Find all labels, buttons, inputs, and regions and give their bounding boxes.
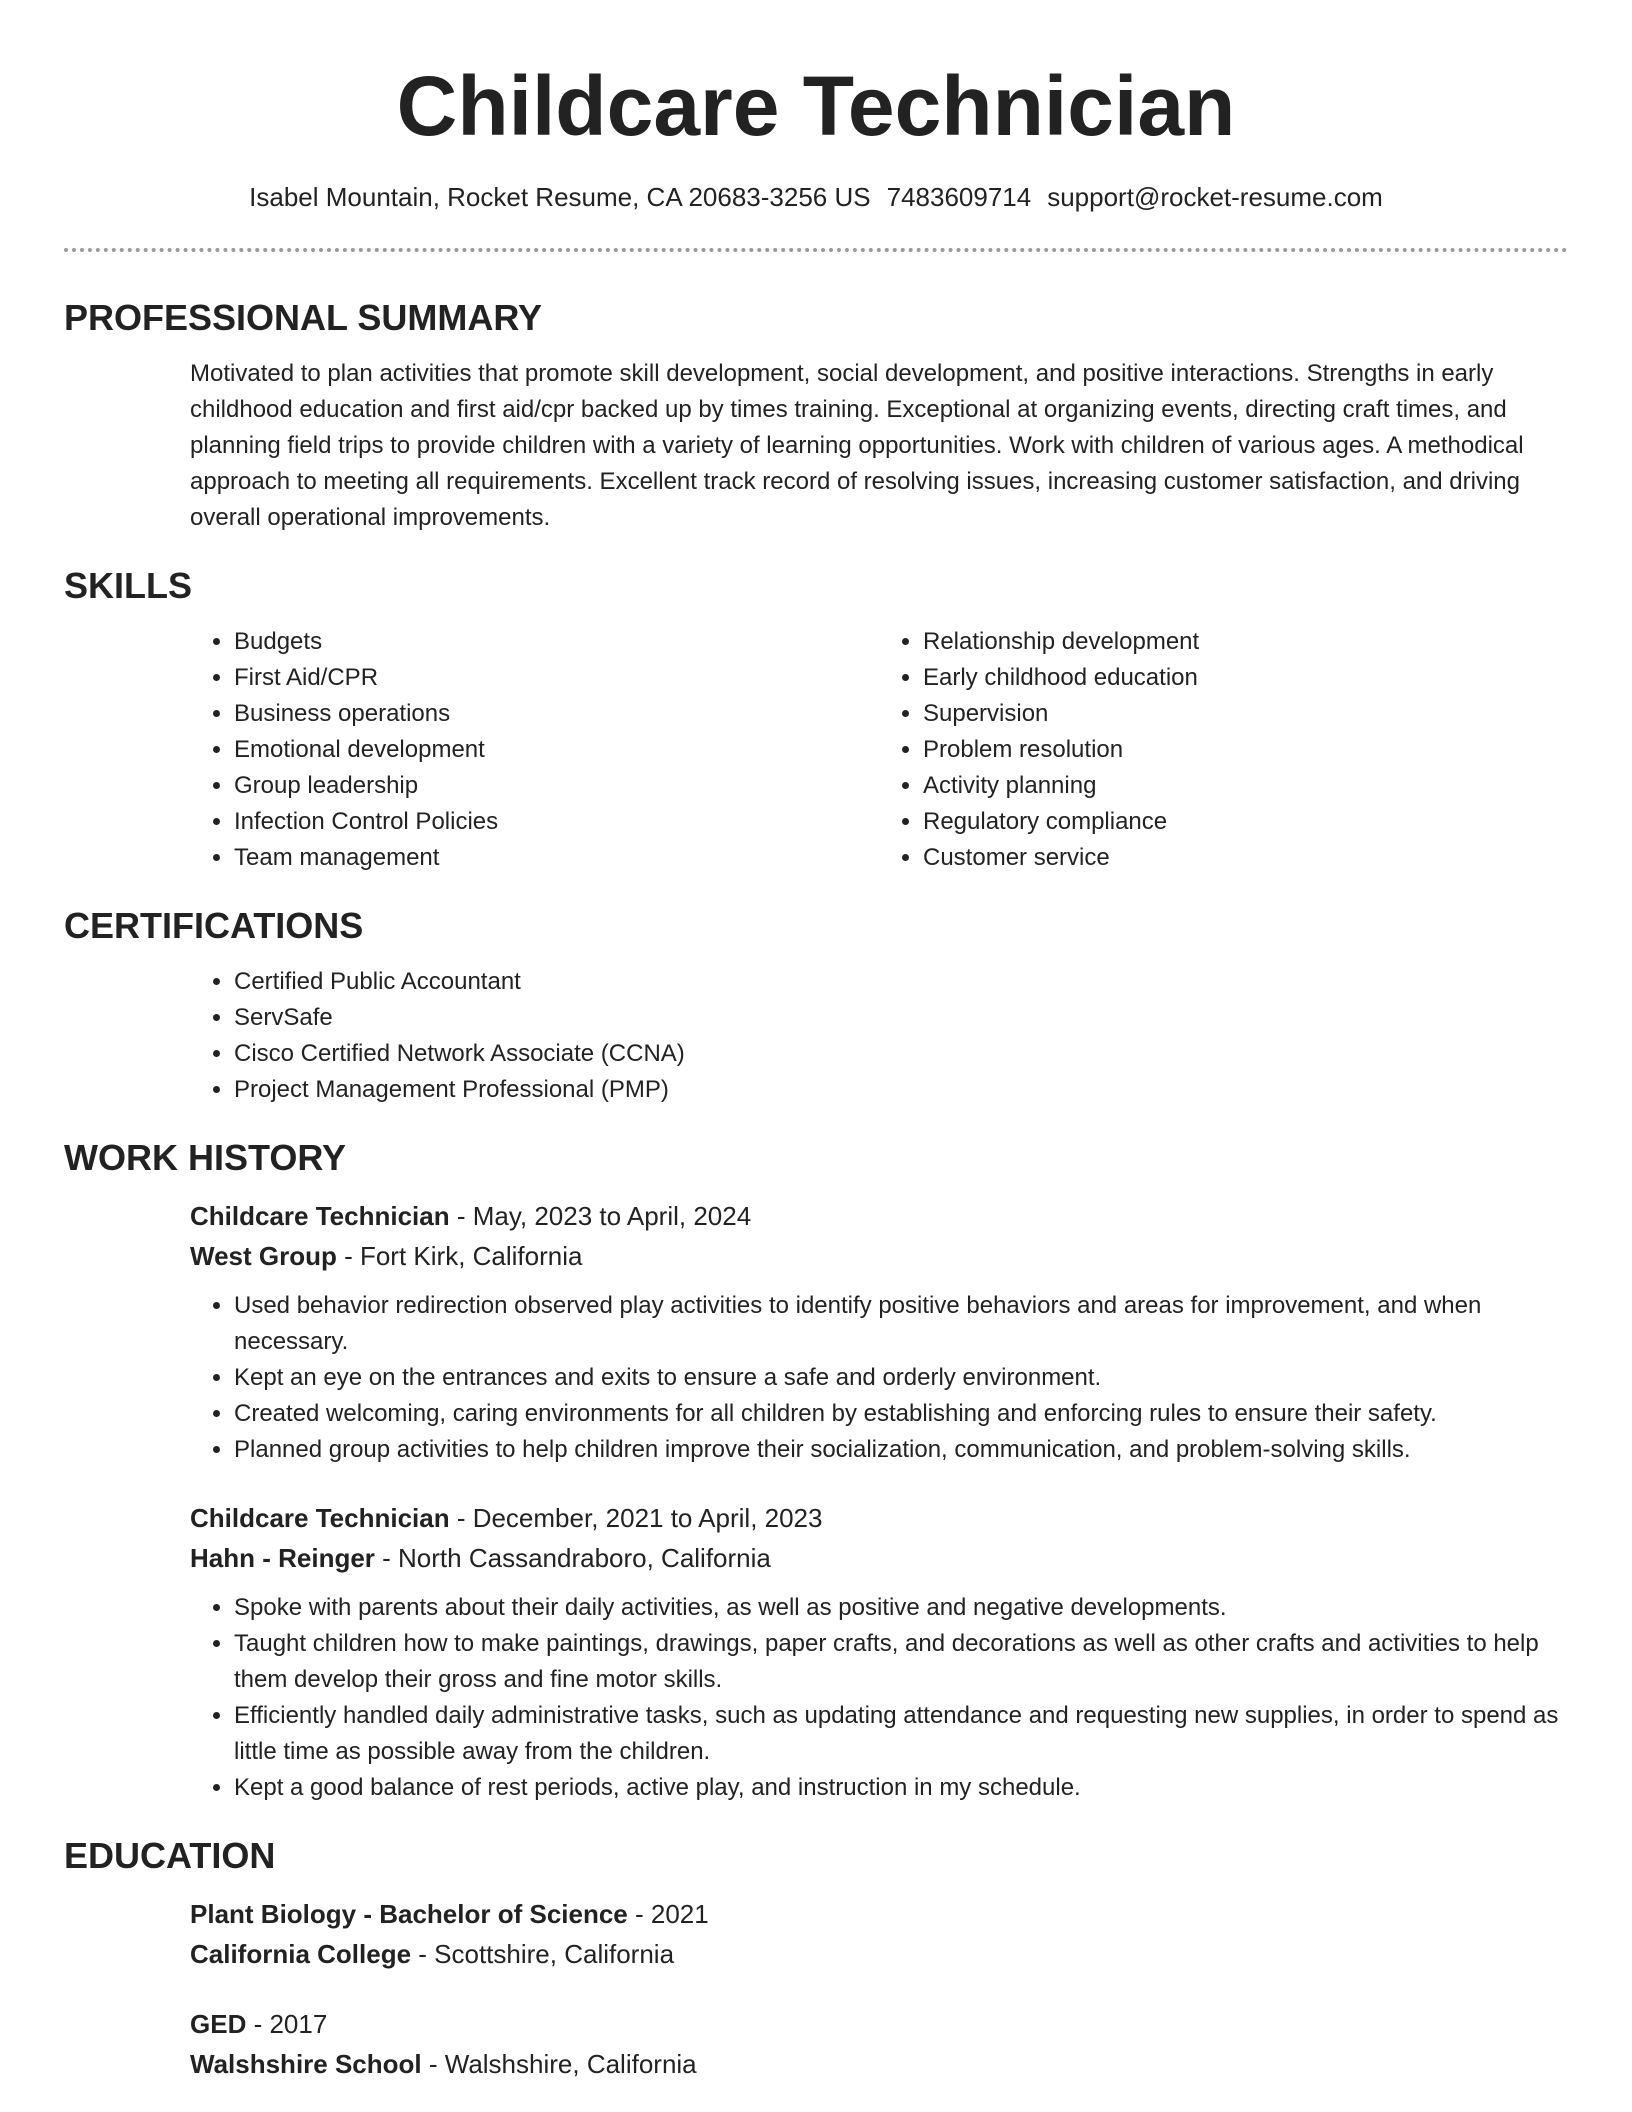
contact-address: Isabel Mountain, Rocket Resume, CA 20683-3256 US [249,182,871,212]
skills-grid [190,624,1568,876]
skill-item: • Supervision [923,696,1568,732]
skills-list-left [190,624,879,876]
job-title-line [190,1498,1568,1538]
job-bullet: • Spoke with parents about their daily activities, as well as positive and negative developments. [234,1590,1568,1626]
summary-heading: PROFESSIONAL SUMMARY [64,297,543,338]
education-school-line [190,1934,1568,1974]
certification-item: • Project Management Professional (PMP) [234,1072,1568,1108]
job-location: - Fort Kirk, California [336,1241,583,1271]
education-heading: EDUCATION [64,1835,276,1876]
skill-item: • Problem resolution [923,732,1568,768]
certification-item: • ServSafe [234,1000,1568,1036]
job-title: Childcare Technician [190,1503,450,1533]
certifications-body [190,964,1568,1108]
education-location: - Walshshire, California [421,2049,697,2079]
summary-section [64,296,1568,536]
job-location: - North Cassandraboro, California [374,1543,771,1573]
job-bullet: • Used behavior redirection observed play activities to identify positive behaviors and areas for improvement, and when necessary. [234,1288,1568,1360]
job-bullet: • Efficiently handled daily administrative tasks, such as updating attendance and requesting new supplies, in order to spend as little time as possible away from the children. [234,1698,1568,1770]
education-location: - Scottshire, California [411,1939,675,1969]
work-history-section [64,1136,1568,1806]
job-entry [190,1498,1568,1806]
job-company: Hahn - Reinger [190,1543,375,1573]
skill-item: • Infection Control Policies [234,804,879,840]
job-dates: - May, 2023 to April, 2024 [449,1201,752,1231]
job-bullet: • Planned group activities to help children improve their socialization, communication, and problem-solving skills. [234,1432,1568,1468]
certification-item: • Certified Public Accountant [234,964,1568,1000]
certification-item: • Cisco Certified Network Associate (CCNA) [234,1036,1568,1072]
job-company: West Group [190,1241,337,1271]
education-degree: Plant Biology - Bachelor of Science [190,1899,628,1929]
skill-item: • Activity planning [923,768,1568,804]
job-bullets [190,1590,1568,1806]
job-company-line [190,1236,1568,1276]
education-school-line [190,2044,1568,2084]
resume-title: Childcare Technician [396,59,1236,153]
skill-item: • Emotional development [234,732,879,768]
skills-list-right [879,624,1568,876]
contact-line [64,180,1568,214]
education-year: - 2017 [246,2009,328,2039]
certifications-list [190,964,1568,1108]
education-year: - 2021 [627,1899,709,1929]
job-bullet: • Taught children how to make paintings, drawings, paper crafts, and decorations as well as other crafts and activities to help them develop their gross and fine motor skills. [234,1626,1568,1698]
job-bullet: • Created welcoming, caring environments for all children by establishing and enforcing rules to ensure their safety. [234,1396,1568,1432]
skills-section [64,564,1568,876]
skill-item: • Business operations [234,696,879,732]
job-bullet: • Kept an eye on the entrances and exits to ensure a safe and orderly environment. [234,1360,1568,1396]
job-bullets [190,1288,1568,1468]
contact-email[interactable]: support@rocket-resume.com [1047,182,1383,212]
education-degree-line [190,2004,1568,2044]
education-section [64,1834,1568,2084]
certifications-section [64,904,1568,1108]
job-bullet: • Kept a good balance of rest periods, active play, and instruction in my schedule. [234,1770,1568,1806]
skill-item: • Customer service [923,840,1568,876]
skill-item: • Team management [234,840,879,876]
job-company-line [190,1538,1568,1578]
education-school: California College [190,1939,412,1969]
certifications-heading: CERTIFICATIONS [64,905,364,946]
education-degree: GED [190,2009,247,2039]
contact-phone: 7483609714 [886,182,1032,212]
skills-heading: SKILLS [64,565,193,606]
skill-item: • Regulatory compliance [923,804,1568,840]
work-history-heading: WORK HISTORY [64,1137,347,1178]
education-entry [190,2004,1568,2084]
job-dates: - December, 2021 to April, 2023 [449,1503,823,1533]
job-title-line [190,1196,1568,1236]
skill-item: • Early childhood education [923,660,1568,696]
skill-item: • Budgets [234,624,879,660]
education-degree-line [190,1894,1568,1934]
skill-item: • Group leadership [234,768,879,804]
job-entry [190,1196,1568,1468]
summary-body [190,356,1568,536]
education-entry [190,1894,1568,1974]
summary-text: Motivated to plan activities that promote skill development, social development, and positive interactions. Strengths in early childhood education and first aid/cpr backed up by times training. Exceptional at organizing events, directing craft times, and planning field trips to provide children with a variety of learning opportunities. Work with children of various ages. A methodical approach to meeting all requirements. Excellent track record of resolving issues, increasing customer satisfaction, and driving overall operational improvements. [190,360,1524,531]
skill-item: • Relationship development [923,624,1568,660]
job-title: Childcare Technician [190,1201,450,1231]
education-school: Walshshire School [190,2049,422,2079]
skill-item: • First Aid/CPR [234,660,879,696]
header-divider [64,248,1568,252]
